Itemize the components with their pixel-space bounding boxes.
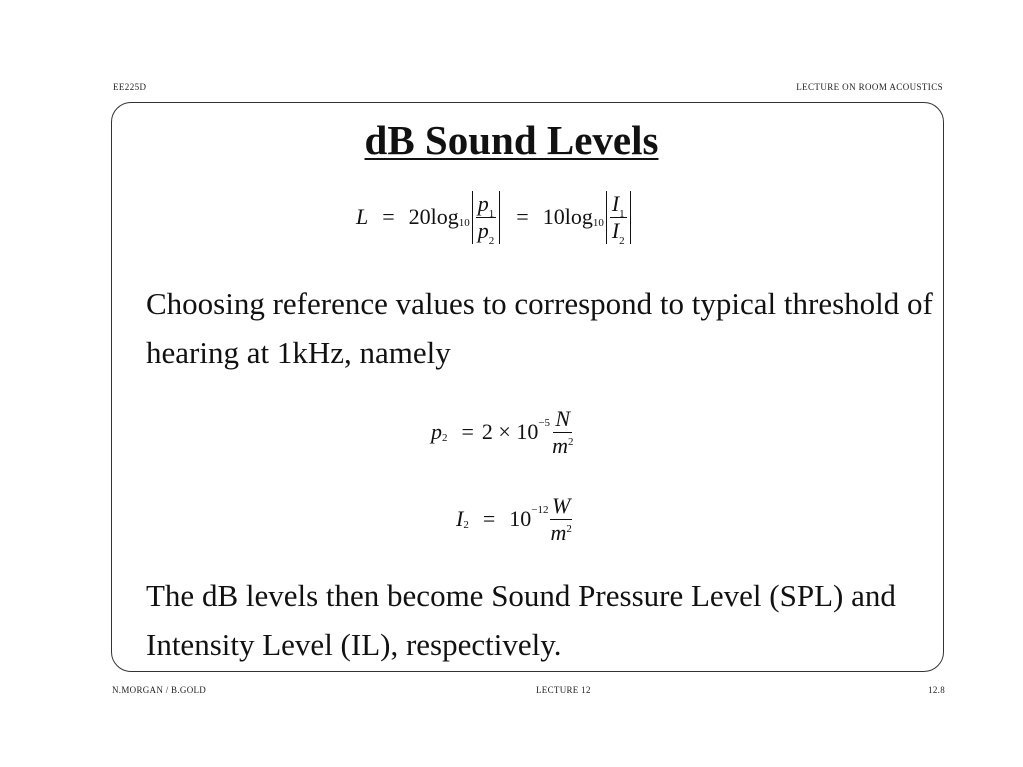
eq2-lhs: p [431, 419, 442, 444]
footer-lecture: LECTURE 12 [536, 685, 591, 695]
eq3-den: m [550, 519, 567, 545]
slide-title: dB Sound Levels [364, 117, 659, 163]
eq2-den-sup: 2 [567, 435, 574, 448]
course-code: EE225D [113, 82, 147, 92]
eq3-mantissa: 10 [509, 506, 532, 531]
intensity-unit [548, 492, 573, 545]
eq2-mantissa: 2 × 10 [481, 419, 539, 444]
paragraph-spl-il: The dB levels then become Sound Pressure Level (SPL) and Intensity Level (IL), respectively. [146, 578, 896, 662]
eq3-lhs: I [456, 506, 464, 531]
eq3-num: W [552, 492, 571, 518]
eq1-coef1: 20log [408, 204, 459, 229]
eq1-num1: p [477, 190, 489, 216]
eq2-exponent: −5 [538, 417, 551, 429]
eq1-num2: I [611, 190, 620, 216]
footer-page-number: 12.8 [928, 685, 945, 695]
eq1-base2: 10 [592, 217, 604, 229]
reference-pressure-equation [431, 400, 575, 464]
eq2-lhs-sub: 2 [442, 432, 448, 444]
eq1-num1-sub: 1 [488, 207, 495, 220]
eq3-den-sup: 2 [566, 522, 572, 535]
reference-intensity-equation [456, 487, 574, 551]
footer-authors: N.MORGAN / B.GOLD [112, 685, 207, 695]
eq2-den: m [552, 432, 568, 458]
eq1-den1: p [477, 217, 489, 243]
paragraph-reference-values: Choosing reference values to correspond to typical threshold of hearing at 1kHz, namely [146, 286, 933, 370]
eq2-equals: = [461, 419, 474, 444]
eq1-abs-pressure [472, 190, 501, 247]
decibel-equation [356, 186, 633, 248]
eq3-lhs-sub: 2 [463, 519, 469, 531]
eq3-equals: = [482, 506, 496, 531]
eq1-base1: 10 [458, 217, 470, 229]
eq1-abs-intensity [606, 190, 631, 247]
lecture-title: LECTURE ON ROOM ACOUSTICS [796, 82, 943, 92]
eq1-equals-2: = [516, 204, 529, 229]
eq2-num: N [555, 405, 571, 431]
eq1-lhs: L [356, 204, 369, 229]
pressure-unit [550, 405, 575, 458]
pressure-ratio [476, 190, 497, 247]
eq1-den1-sub: 2 [488, 234, 495, 247]
eq1-coef2: 10log [542, 204, 593, 229]
eq1-den2-sub: 2 [619, 234, 625, 247]
intensity-ratio [610, 190, 627, 247]
eq3-exponent: −12 [531, 504, 549, 516]
eq1-den2: I [611, 217, 620, 243]
eq1-equals-1: = [382, 204, 395, 229]
eq1-num2-sub: 1 [619, 207, 625, 220]
